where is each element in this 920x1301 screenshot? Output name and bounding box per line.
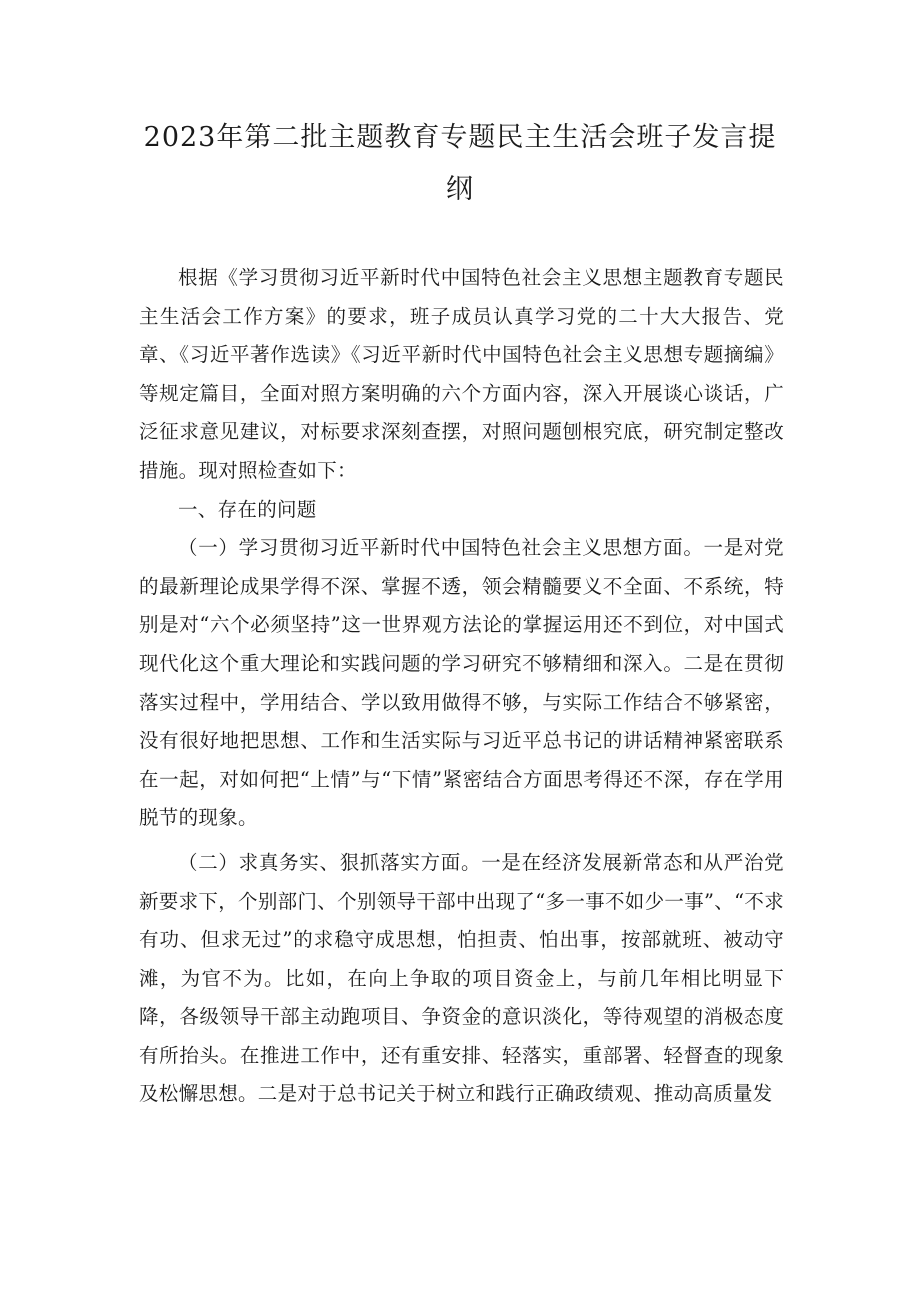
document-body — [139, 259, 784, 1114]
intro-paragraph: 根据《学习贯彻习近平新时代中国特色社会主义思想主题教育专题民主生活会工作方案》的要求，班子成员认真学习党的二十大大报告、党章、《习近平著作选读》《习近平新时代中国特色社会主义思想专题摘编》等规定篇目，全面对照方案明确的六个方面内容，深入开展谈心谈话，广泛征求意见建议，对标要求深刻查摆，对照问题刨根究底，研究制定整改措施。现对照检查如下： — [139, 266, 784, 482]
document-title: 2023年第二批主题教育专题民主生活会班子发言提纲 — [143, 122, 777, 205]
paragraph-practical-work: （二）求真务实、狠抓落实方面。一是在经济发展新常态和从严治党新要求下，个别部门、个别领导干部中出现了“多一事不如少一事”、“不求有功、但求无过”的求稳守成思想，怕担责、怕出事，按部就班、被动守滩，为官不为。比如，在向上争取的项目资金上，与前几年相比明显下降，各级领导干部主动跑项目、争资金的意识淡化，等待观望的消极态度有所抬头。在推进工作中，还有重安排、轻落实，重部署、轻督查的现象及松懈思想。二是对于总书记关于树立和践行正确政绩观、推动高质量发 — [139, 850, 784, 1106]
section-heading: 一、存在的问题 — [178, 497, 317, 521]
paragraph-study-thought: （一）学习贯彻习近平新时代中国特色社会主义思想方面。一是对党的最新理论成果学得不深、掌握不透，领会精髓要义不全面、不系统，特别是对“六个必须坚持”这一世界观方法论的掌握运用还不到位，对中国式现代化这个重大理论和实践问题的学习研究不够精细和深入。二是在贯彻落实过程中，学用结合、学以致用做得不够，与实际工作结合不够紧密，没有很好地把思想、工作和生活实际与习近平总书记的讲话精神紧密联系在一起，对如何把“上情”与“下情”紧密结合方面思考得还不深，存在学用脱节的现象。 — [139, 536, 784, 830]
